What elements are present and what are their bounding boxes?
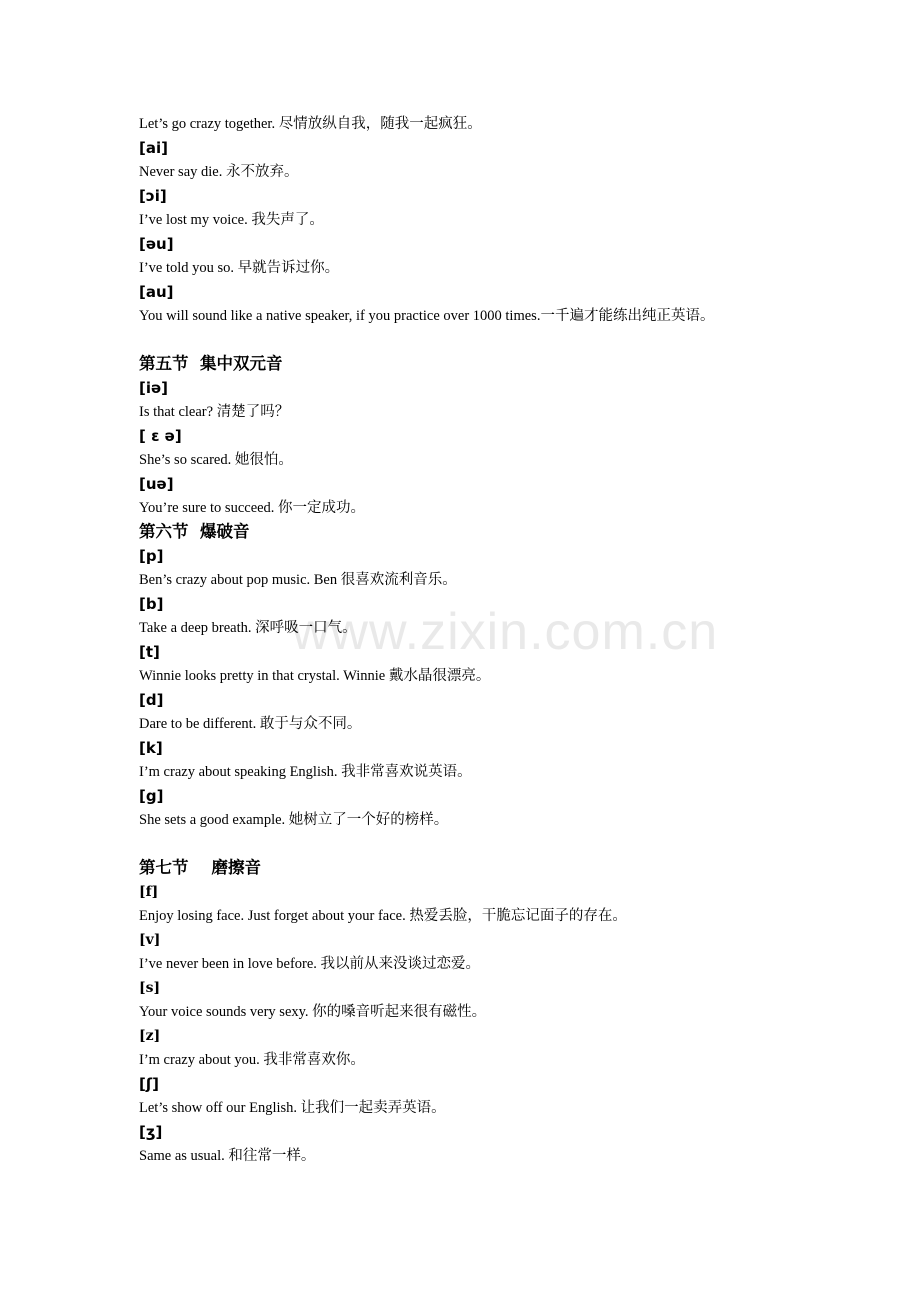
phonetic-symbol: [g] — [139, 787, 164, 805]
section-heading: 第六节 爆破音 — [139, 522, 250, 541]
phonetic-symbol: [ai] — [139, 139, 168, 157]
sentence-line: Let’s show off our English. 让我们一起卖弄英语。 — [139, 1100, 446, 1116]
document-body — [139, 112, 899, 1168]
sentence-line: I’ve never been in love before. 我以前从来没谈过恋爱。 — [139, 956, 481, 972]
sentence-line: Take a deep breath. 深呼吸一口气。 — [139, 620, 357, 636]
sentence-line: I’m crazy about speaking English. 我非常喜欢说英语。 — [139, 764, 472, 780]
phonetic-symbol: [ɔi] — [139, 187, 167, 205]
sentence-line: Your voice sounds very sexy. 你的嗓音听起来很有磁性。 — [139, 1004, 487, 1020]
phonetic-symbol: [uə] — [139, 475, 174, 493]
sentence-line: I’ve told you so. 早就告诉过你。 — [139, 260, 340, 276]
blank-line — [139, 832, 899, 856]
phonetic-symbol: [ʒ] — [139, 1123, 163, 1141]
sentence-line: You will sound like a native speaker, if you practice over 1000 times.一千遍才能练出纯正英语。 — [139, 308, 715, 324]
phonetic-symbol: [ ɛ ə] — [139, 427, 182, 445]
phonetic-symbol: [k] — [139, 739, 163, 757]
sentence-line: She’s so scared. 她很怕。 — [139, 452, 293, 468]
phonetic-symbol: [s] — [139, 980, 161, 996]
phonetic-symbol: [f] — [139, 884, 159, 900]
phonetic-symbol: [d] — [139, 691, 164, 709]
sentence-line: I’ve lost my voice. 我失声了。 — [139, 212, 324, 228]
phonetic-symbol: [p] — [139, 547, 164, 565]
phonetic-symbol: [b] — [139, 595, 164, 613]
section-heading: 第七节 磨擦音 — [139, 858, 261, 877]
blank-line — [139, 328, 899, 352]
sentence-line: Dare to be different. 敢于与众不同。 — [139, 716, 362, 732]
sentence-line: She sets a good example. 她树立了一个好的榜样。 — [139, 812, 449, 828]
phonetic-symbol: [au] — [139, 283, 174, 301]
sentence-line: Let’s go crazy together. 尽情放纵自我，随我一起疯狂。 — [139, 116, 482, 132]
phonetic-symbol: [ʃ] — [139, 1075, 159, 1093]
sentence-line: You’re sure to succeed. 你一定成功。 — [139, 500, 366, 516]
sentence-line: Enjoy losing face. Just forget about your face. 热爱丢脸，干脆忘记面子的存在。 — [139, 908, 627, 924]
sentence-line: Is that clear? 清楚了吗？ — [139, 404, 290, 420]
watermark: www.zixin.com.cn — [291, 603, 719, 661]
phonetic-symbol: [iə] — [139, 379, 169, 397]
phonetic-symbol: [əu] — [139, 235, 174, 253]
sentence-line: Ben’s crazy about pop music. Ben 很喜欢流利音乐。 — [139, 572, 457, 588]
sentence-line: Winnie looks pretty in that crystal. Winnie 戴水晶很漂亮。 — [139, 668, 491, 684]
phonetic-symbol: [t] — [139, 643, 160, 661]
phonetic-symbol: [v] — [139, 932, 161, 948]
sentence-line: I’m crazy about you. 我非常喜欢你。 — [139, 1052, 365, 1068]
section-heading: 第五节 集中双元音 — [139, 354, 283, 373]
sentence-line: Same as usual. 和往常一样。 — [139, 1148, 316, 1164]
sentence-line: Never say die. 永不放弃。 — [139, 164, 299, 180]
phonetic-symbol: [z] — [139, 1028, 161, 1044]
